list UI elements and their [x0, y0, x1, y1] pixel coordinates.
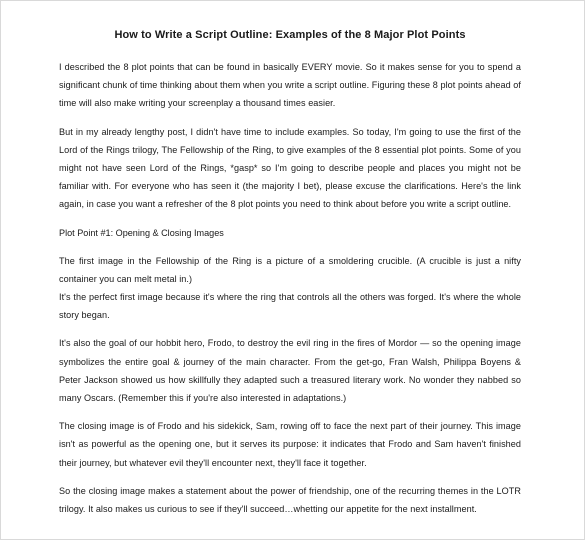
- paragraph-first-image: The first image in the Fellowship of the Ring is a picture of a smoldering crucible. (A crucible is just a nifty container you can melt metal in.): [59, 255, 521, 284]
- paragraph-perfect-first-image: It's the perfect first image because it's where the ring that controls all the others was forged. It's where the whole story began.: [59, 292, 521, 321]
- paragraph-examples: But in my already lengthy post, I didn't have time to include examples. So today, I'm going to use the first of the Lord of the Rings trilogy, The Fellowship of the Ring, to give examples of the 8 essential plot points. Some of you might not have seen Lord of the Rings, *gasp* so I'm going to describe people and places you might not be familiar with. For everyone who has seen it (the majority I bet), please excuse the clarifications. Here's the link again, in case you want a refresher of the 8 plot points you need to think about before you write a script outline.: [59, 126, 521, 210]
- document-title: How to Write a Script Outline: Examples of the 8 Major Plot Points: [114, 29, 466, 41]
- section-heading-plot-point-1: Plot Point #1: Opening & Closing Images: [59, 227, 224, 238]
- paragraph-hobbit-goal: It's also the goal of our hobbit hero, Frodo, to destroy the evil ring in the fires of Mordor — so the opening image symbolizes the entire goal & journey of the main character. From the get-go, Fran Walsh, Philippa Boyens & Peter Jackson showed us how skillfully they adapted such a treasured literary work. No wonder they nabbed so many Oscars. (Remember this if you're also interested in adaptations.): [59, 338, 521, 404]
- paragraph-intro: I described the 8 plot points that can be found in basically EVERY movie. So it makes sense for you to spend a significant chunk of time thinking about them when you write a script outline. Figuring these 8 plot points ahead of time will also make writing your screenplay a thousand times easier.: [59, 62, 521, 109]
- document-body: [59, 27, 521, 528]
- paragraph-friendship: So the closing image makes a statement about the power of friendship, one of the recurring themes in the LOTR trilogy. It also makes us curious to see if they'll succeed…whetting our appetite for the next installment.: [59, 485, 521, 515]
- paragraph-closing-image: The closing image is of Frodo and his sidekick, Sam, rowing off to face the next part of their journey. This image isn't as powerful as the opening one, but it serves its purpose: it indicates that Frodo and Sam haven't finished their journey, but whatever evil they'll encounter next, they'll face it together.: [59, 421, 521, 468]
